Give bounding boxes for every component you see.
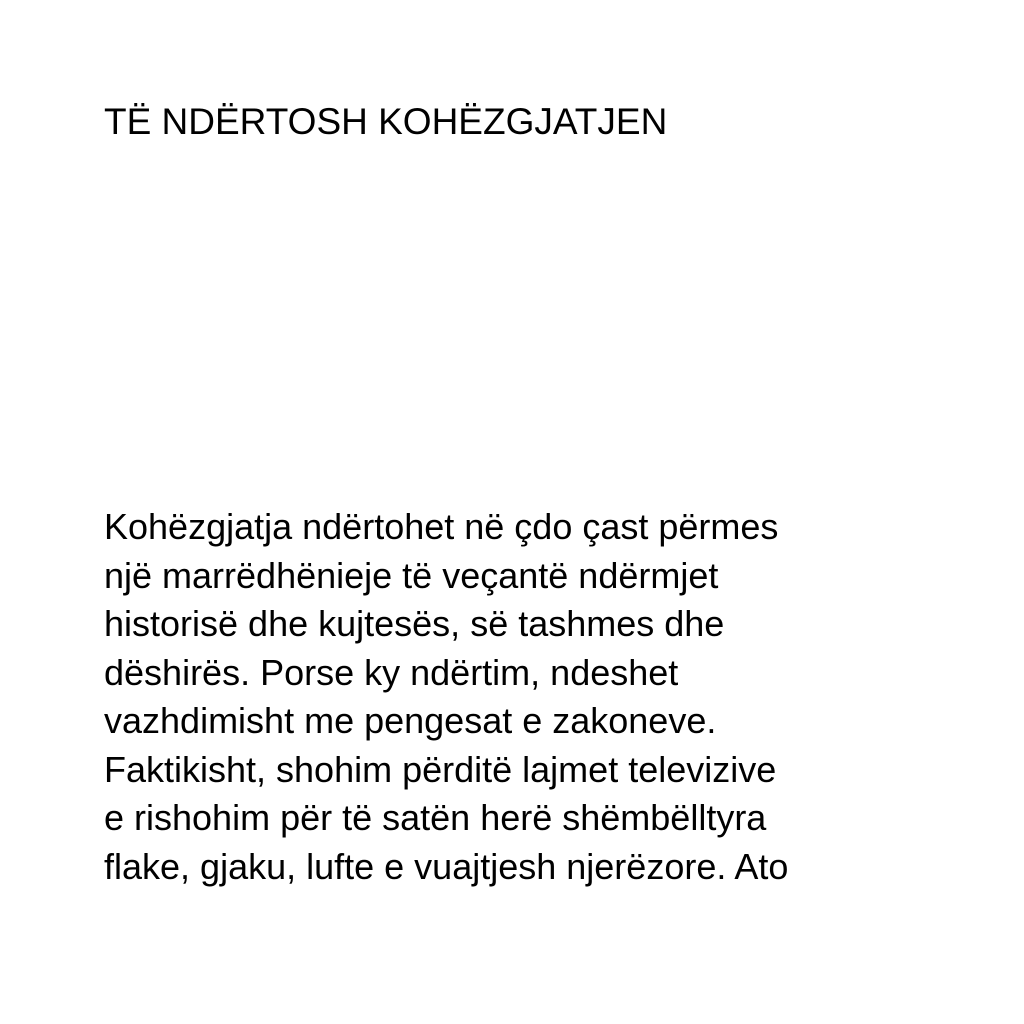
- page-title: TË NDËRTOSH KOHËZGJATJEN: [104, 101, 668, 142]
- paragraph-line: Faktikisht, shohim përditë lajmet televizive: [104, 748, 777, 790]
- paragraph-line: flake, gjaku, lufte e vuajtjesh njerëzore. Ato: [104, 845, 789, 887]
- paragraph-line: e rishohim për të satën herë shëmbëlltyra: [104, 797, 767, 838]
- paragraph-line: Kohëzgjatja ndërtohet në çdo çast përmes: [104, 506, 779, 547]
- paragraph-line: vazhdimisht me pengesat e zakoneve.: [104, 700, 717, 741]
- paragraph-line: një marrëdhënieje të veçantë ndërmjet: [104, 554, 719, 596]
- paragraph-line: dëshirës. Porse ky ndërtim, ndeshet: [104, 651, 679, 693]
- body-paragraph: [104, 503, 788, 891]
- paragraph-line: historisë dhe kujtesës, së tashmes dhe: [104, 603, 725, 644]
